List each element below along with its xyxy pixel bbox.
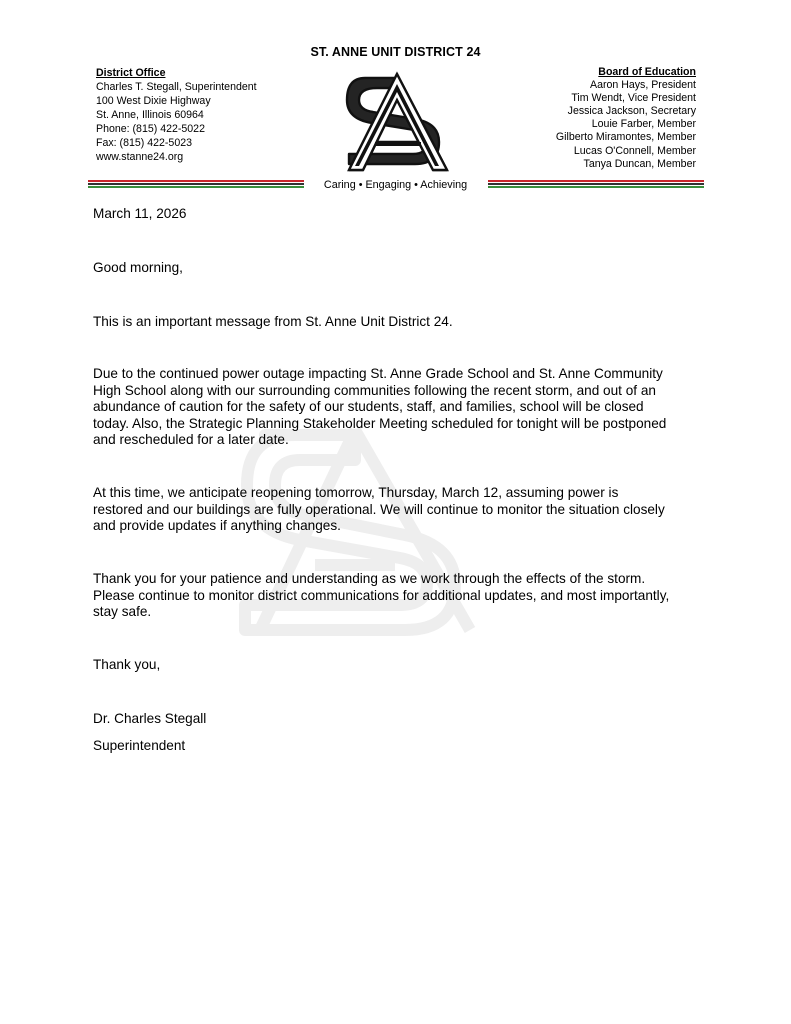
letter-paragraph-2 — [93, 485, 708, 535]
district-title: ST. ANNE UNIT DISTRICT 24 — [310, 45, 481, 59]
office-line: Fax: (815) 422-5023 — [96, 137, 192, 149]
office-website: www.stanne24.org — [96, 151, 184, 163]
board-member: Gilberto Miramontes, Member — [555, 131, 696, 144]
board-member: Tim Wendt, Vice President — [571, 92, 696, 105]
district-tagline: Caring • Engaging • Achieving — [323, 179, 468, 191]
letter-paragraph-3 — [93, 571, 708, 621]
district-office-block — [96, 66, 257, 164]
signer-name: Dr. Charles Stegall — [93, 711, 207, 726]
office-line: Phone: (815) 422-5022 — [96, 123, 205, 135]
board-member: Aaron Hays, President — [590, 79, 696, 92]
letter-paragraph-1 — [93, 366, 708, 449]
board-member: Lucas O'Connell, Member — [573, 144, 696, 157]
board-of-education-block — [556, 66, 696, 171]
paragraph-line: Thank you for your patience and understanding as we work through the effects of the storm. — [93, 571, 646, 586]
letter-closing: Thank you, — [93, 657, 161, 672]
paragraph-line: Due to the continued power outage impacting St. Anne Grade School and St. Anne Community — [93, 366, 663, 381]
paragraph-line: today. Also, the Strategic Planning Stakeholder Meeting scheduled for tonight will be postponed — [93, 415, 667, 431]
paragraph-line: and provide updates if anything changes. — [93, 518, 341, 534]
board-member: Jessica Jackson, Secretary — [567, 105, 696, 118]
district-office-heading: District Office — [96, 67, 166, 79]
office-line: 100 West Dixie Highway — [96, 95, 211, 107]
signer-title: Superintendent — [93, 738, 186, 753]
paragraph-line: restored and our buildings are fully operational. We will continue to monitor the situation closely — [93, 501, 665, 517]
board-heading: Board of Education — [598, 66, 696, 78]
paragraph-line: and rescheduled for a later date. — [93, 432, 289, 448]
district-logo-icon — [335, 70, 460, 178]
board-member: Louie Farber, Member — [591, 118, 696, 131]
paragraph-line: abundance of caution for the safety of our students, staff, and families, school will be closed — [93, 399, 644, 415]
letter-greeting: Good morning, — [93, 260, 183, 275]
paragraph-line: Please continue to monitor district communications for additional updates, and most importantly, — [93, 587, 670, 603]
office-line: Charles T. Stegall, Superintendent — [96, 81, 257, 93]
right-divider-stripes — [488, 180, 704, 190]
paragraph-line: At this time, we anticipate reopening tomorrow, Thursday, March 12, assuming power is — [93, 485, 619, 500]
paragraph-line: High School along with our surrounding communities following the recent storm, and out of an — [93, 382, 656, 398]
paragraph-line: stay safe. — [93, 604, 152, 620]
office-line: St. Anne, Illinois 60964 — [96, 109, 204, 121]
letter-date: March 11, 2026 — [93, 206, 187, 221]
letter-intro: This is an important message from St. Anne Unit District 24. — [93, 314, 453, 329]
board-member: Tanya Duncan, Member — [583, 157, 696, 170]
